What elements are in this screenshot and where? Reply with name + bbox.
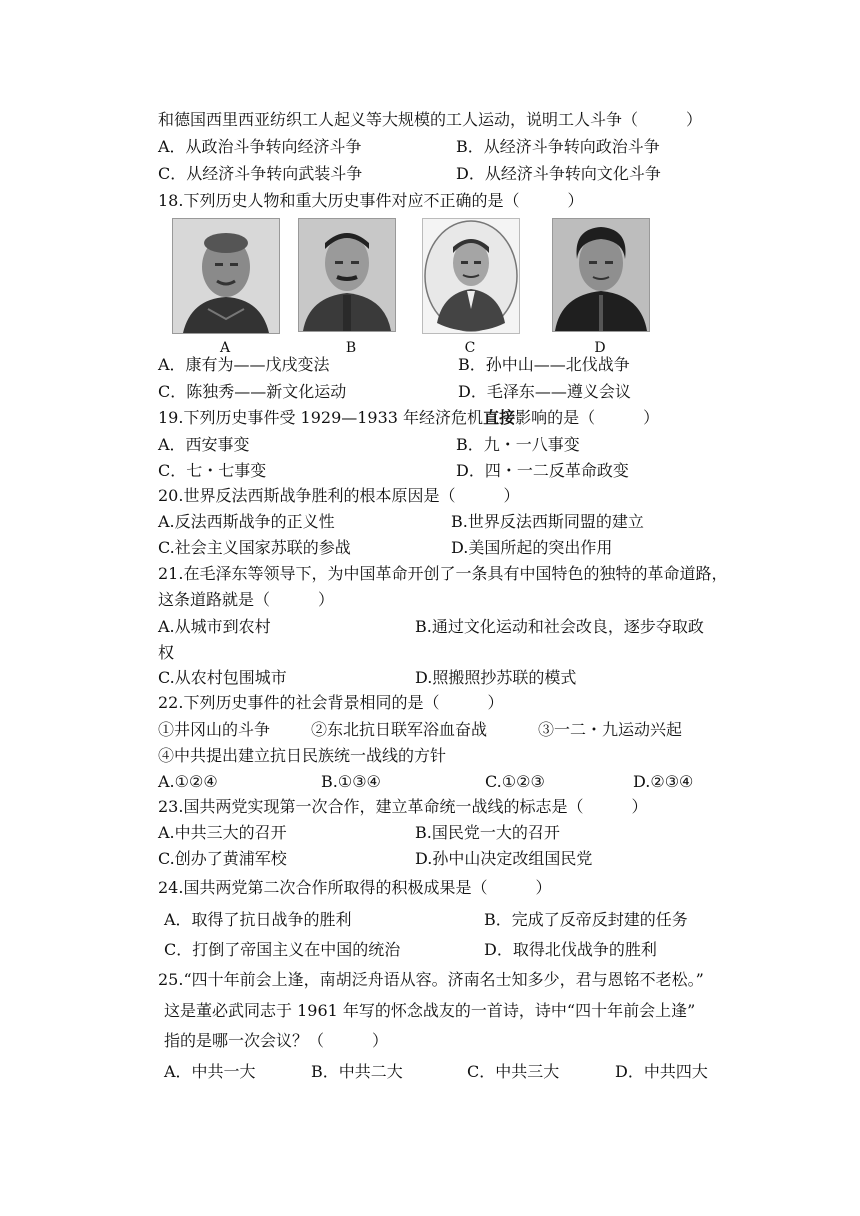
portrait-sun-yatsen-icon (299, 219, 395, 331)
q21-stem-line2: 这条道路就是（ ） (158, 590, 335, 609)
q23-stem: 23.国共两党实现第一次合作，建立革命统一战线的标志是（ ） (158, 797, 648, 816)
q25-option-d: D．中共四大 (615, 1062, 708, 1081)
photo-caption-d: D (594, 340, 606, 356)
q22-option-d: D.②③④ (633, 772, 694, 791)
q22-option-a: A.①②④ (158, 772, 218, 791)
q23-option-b: B.国民党一大的召开 (415, 823, 560, 842)
q25-stem-line3: 指的是哪一次会议？（ ） (164, 1031, 389, 1050)
q22-option-b: B.①③④ (321, 772, 381, 791)
q20-stem: 20.世界反法西斯战争胜利的根本原因是（ ） (158, 486, 520, 505)
q17-option-c: C．从经济斗争转向武装斗争 (158, 164, 363, 183)
q21-option-b: B.通过文化运动和社会改良，逐步夺取政 (415, 617, 704, 636)
portrait-mao-zedong-icon (553, 219, 649, 331)
q17-stem: 和德国西里西亚纺织工人起义等大规模的工人运动，说明工人斗争（ ） (158, 110, 703, 129)
q23-option-d: D.孙中山决定改组国民党 (415, 849, 593, 868)
q19-option-b: B．九・一八事变 (456, 435, 580, 454)
q25-option-b: B．中共二大 (311, 1062, 403, 1081)
q22-item-2: ②东北抗日联军浴血奋战 (311, 720, 488, 739)
portrait-chen-duxiu-icon (423, 219, 519, 333)
q23-option-c: C.创办了黄浦军校 (158, 849, 287, 868)
q22-stem: 22.下列历史事件的社会背景相同的是（ ） (158, 693, 504, 712)
q20-option-d: D.美国所起的突出作用 (451, 538, 613, 557)
q19-stem-pre: 19.下列历史事件受 1929—1933 年经济危机 (158, 408, 484, 427)
q22-item-1: ①井冈山的斗争 (158, 720, 271, 739)
q23-option-a: A.中共三大的召开 (158, 823, 287, 842)
q17-option-a: A．从政治斗争转向经济斗争 (158, 137, 362, 156)
photo-caption-b: B (345, 340, 357, 356)
q24-option-b: B．完成了反帝反封建的任务 (484, 910, 688, 929)
q19-option-d: D．四・一二反革命政变 (456, 461, 629, 480)
photo-a (172, 218, 280, 334)
q18-option-b: B．孙中山——北伐战争 (458, 355, 630, 374)
q20-option-a: A.反法西斯战争的正义性 (158, 512, 335, 531)
q17-option-b: B．从经济斗争转向政治斗争 (456, 137, 660, 156)
q18-stem: 18.下列历史人物和重大历史事件对应不正确的是（ ） (158, 191, 584, 210)
photo-caption-a: A (219, 340, 231, 356)
q19-stem (158, 408, 659, 430)
q25-option-c: C．中共三大 (467, 1062, 560, 1081)
q24-stem: 24.国共两党第二次合作所取得的积极成果是（ ） (158, 878, 552, 897)
q19-option-c: C．七・七事变 (158, 461, 267, 480)
q21-stem-line1: 21.在毛泽东等领导下，为中国革命开创了一条具有中国特色的独特的革命道路， (158, 564, 728, 583)
q24-option-a: A．取得了抗日战争的胜利 (164, 910, 352, 929)
photo-b (298, 218, 396, 332)
q17-option-d: D．从经济斗争转向文化斗争 (456, 164, 661, 183)
q18-option-a: A．康有为——戊戌变法 (158, 355, 330, 374)
photo-c (422, 218, 520, 334)
q20-option-b: B.世界反法西斯同盟的建立 (451, 512, 644, 531)
q19-stem-bold: 直接 (483, 408, 516, 427)
q19-stem-post: 影响的是（ ） (515, 408, 660, 427)
q22-item-3: ③一二・九运动兴起 (538, 720, 683, 739)
q21-option-c: C.从农村包围城市 (158, 668, 287, 687)
portrait-kang-youwei-icon (173, 219, 279, 333)
q19-option-a: A．西安事变 (158, 435, 250, 454)
q25-stem-line1: 25.“四十年前会上逢，南胡泛舟语从容。济南名士知多少，君与恩铭不老松。” (158, 970, 704, 989)
q25-option-a: A．中共一大 (164, 1062, 256, 1081)
q21-option-d: D.照搬照抄苏联的模式 (415, 668, 577, 687)
q18-option-c: C．陈独秀——新文化运动 (158, 382, 347, 401)
photo-d (552, 218, 650, 332)
q24-option-d: D．取得北伐战争的胜利 (484, 940, 657, 959)
photo-caption-c: C (464, 340, 476, 356)
q24-option-c: C．打倒了帝国主义在中国的统治 (164, 940, 401, 959)
q25-stem-line2: 这是董必武同志于 1961 年写的怀念战友的一首诗，诗中“四十年前会上逢” (164, 1001, 696, 1020)
q22-option-c: C.①②③ (485, 772, 545, 791)
q20-option-c: C.社会主义国家苏联的参战 (158, 538, 351, 557)
q21-option-b-wrap: 权 (158, 643, 175, 662)
q18-option-d: D．毛泽东——遵义会议 (458, 382, 631, 401)
q22-item-4: ④中共提出建立抗日民族统一战线的方针 (158, 746, 447, 765)
q21-option-a: A.从城市到农村 (158, 617, 271, 636)
